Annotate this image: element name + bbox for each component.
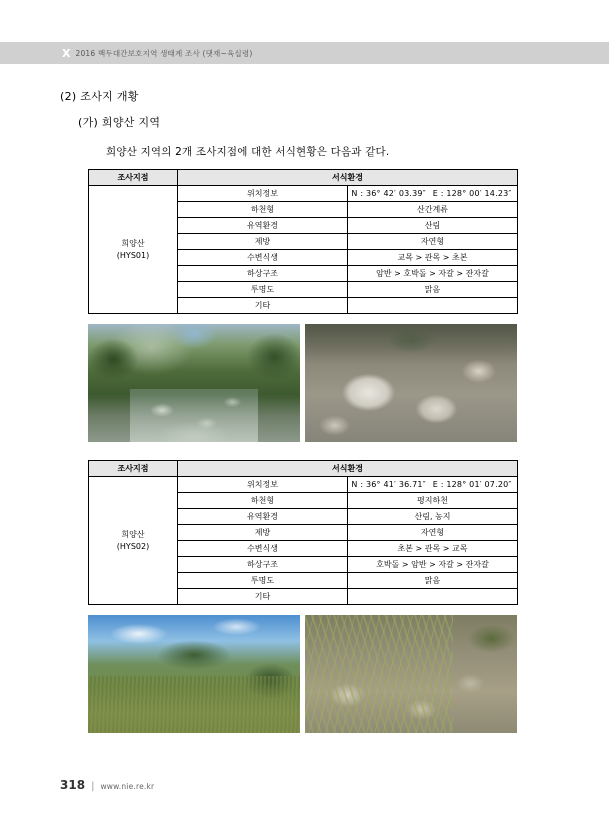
row-label: 유역환경 <box>178 218 348 234</box>
page-number: 318 <box>60 778 86 792</box>
row-label: 기타 <box>178 298 348 314</box>
reed-stream-photo <box>305 615 517 733</box>
site-code: (HYS01) <box>116 250 150 260</box>
page-footer <box>60 778 154 792</box>
row-label: 유역환경 <box>178 509 348 525</box>
header-logo-mark: X <box>62 46 71 60</box>
row-value: 초본 > 관목 > 교목 <box>348 541 518 557</box>
column-header-habitat: 서식환경 <box>178 461 518 477</box>
row-label: 하천형 <box>178 202 348 218</box>
row-label: 하상구조 <box>178 557 348 573</box>
longitude-value: E : 128° 00′ 14.23″ <box>432 189 512 198</box>
photo-row-hys01 <box>88 324 518 442</box>
latitude-value: N : 36° 42′ 03.39″ <box>351 189 426 198</box>
longitude-value: E : 128° 01′ 07.20″ <box>432 480 512 489</box>
lead-paragraph: 희양산 지역의 2개 조사지점에 대한 서식현황은 다음과 같다. <box>106 146 390 158</box>
table-header-row <box>89 461 518 477</box>
location-value-cell <box>348 186 518 202</box>
row-value: 암반 > 호박돌 > 자갈 > 잔자갈 <box>348 266 518 282</box>
row-label: 하천형 <box>178 493 348 509</box>
row-label: 수변식생 <box>178 541 348 557</box>
row-value: 맑음 <box>348 573 518 589</box>
row-value: 산림 <box>348 218 518 234</box>
site-name: 희양산 <box>121 238 145 248</box>
column-header-site: 조사지점 <box>89 461 178 477</box>
row-label: 투명도 <box>178 282 348 298</box>
location-value-cell <box>348 477 518 493</box>
table-row <box>89 477 518 493</box>
site-name-cell <box>89 186 178 314</box>
table-header-row <box>89 170 518 186</box>
page-content <box>60 88 550 751</box>
photo-row-hys02 <box>88 615 518 733</box>
wetland-meadow-photo <box>88 615 300 733</box>
site-code: (HYS02) <box>116 541 150 551</box>
column-header-habitat: 서식환경 <box>178 170 518 186</box>
site-name: 희양산 <box>121 529 145 539</box>
row-value: 평지하천 <box>348 493 518 509</box>
footer-url: www.nie.re.kr <box>100 782 155 791</box>
row-value: 맑음 <box>348 282 518 298</box>
subsection-title: (가) 희양산 지역 <box>78 116 161 129</box>
row-label: 기타 <box>178 589 348 605</box>
row-value: 자연형 <box>348 234 518 250</box>
column-header-site: 조사지점 <box>89 170 178 186</box>
row-label: 제방 <box>178 234 348 250</box>
row-label-location: 위치정보 <box>178 477 348 493</box>
site-name-cell <box>89 477 178 605</box>
row-label: 수변식생 <box>178 250 348 266</box>
row-value: 산간계류 <box>348 202 518 218</box>
survey-table-hys02 <box>88 460 518 605</box>
row-value: 교목 > 관목 > 초본 <box>348 250 518 266</box>
survey-table-hys01 <box>88 169 518 314</box>
footer-separator: | <box>91 781 95 792</box>
section-title: (2) 조사지 개황 <box>60 90 139 103</box>
table-row <box>89 186 518 202</box>
latitude-value: N : 36° 41′ 36.71″ <box>351 480 426 489</box>
row-value <box>348 589 518 605</box>
row-label: 하상구조 <box>178 266 348 282</box>
row-label: 제방 <box>178 525 348 541</box>
page-header <box>62 42 252 64</box>
row-value: 산림, 농지 <box>348 509 518 525</box>
row-label-location: 위치정보 <box>178 186 348 202</box>
row-value: 호박돌 > 암반 > 자갈 > 잔자갈 <box>348 557 518 573</box>
row-value <box>348 298 518 314</box>
header-title: 2016 백두대간보호지역 생태계 조사 (댓재~육십령) <box>75 48 253 58</box>
row-label: 투명도 <box>178 573 348 589</box>
row-value: 자연형 <box>348 525 518 541</box>
stream-boulders-photo <box>305 324 517 442</box>
forest-stream-photo <box>88 324 300 442</box>
